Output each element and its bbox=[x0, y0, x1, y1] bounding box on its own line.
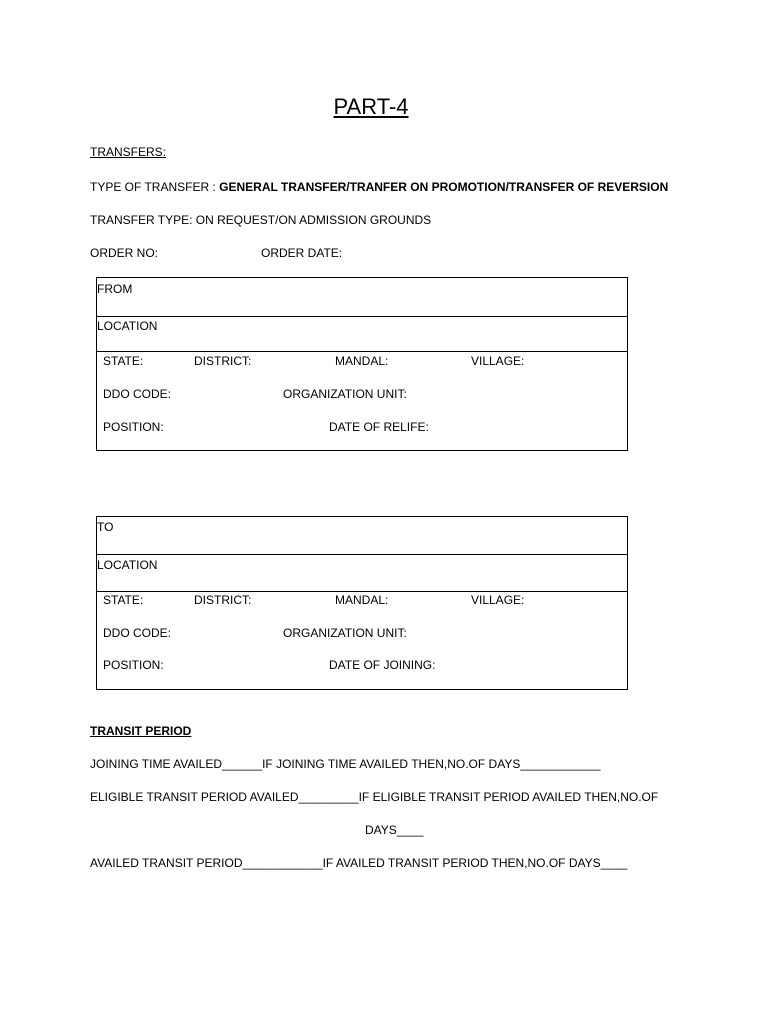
to-state-label: STATE: bbox=[103, 593, 144, 607]
transfer-type-line: TRANSFER TYPE: ON REQUEST/ON ADMISSION GROUNDS bbox=[90, 213, 432, 227]
to-location-row bbox=[97, 554, 627, 592]
eligible-transit-days-line: DAYS____ bbox=[365, 823, 424, 837]
to-date-of-joining-label: DATE OF JOINING: bbox=[329, 658, 436, 672]
order-date-label: ORDER DATE: bbox=[261, 246, 343, 260]
to-ddo-code-label: DDO CODE: bbox=[103, 626, 172, 640]
to-location-label: LOCATION bbox=[97, 558, 158, 572]
availed-transit-line: AVAILED TRANSIT PERIOD____________IF AVAILED TRANSIT PERIOD THEN,NO.OF DAYS____ bbox=[90, 856, 628, 870]
from-state-label: STATE: bbox=[103, 354, 144, 368]
eligible-transit-line: ELIGIBLE TRANSIT PERIOD AVAILED_________IF ELIGIBLE TRANSIT PERIOD AVAILED THEN,NO.OF bbox=[90, 790, 659, 804]
from-mandal-label: MANDAL: bbox=[335, 354, 389, 368]
type-of-transfer-line bbox=[90, 180, 668, 194]
to-district-label: DISTRICT: bbox=[194, 593, 252, 607]
to-box bbox=[96, 516, 628, 690]
to-header: TO bbox=[97, 520, 114, 534]
from-position-label: POSITION: bbox=[103, 420, 164, 434]
from-box bbox=[96, 277, 628, 451]
from-header-row bbox=[97, 278, 627, 317]
from-ddo-code-label: DDO CODE: bbox=[103, 387, 172, 401]
from-org-unit-label: ORGANIZATION UNIT: bbox=[283, 387, 407, 401]
joining-time-line: JOINING TIME AVAILED______IF JOINING TIME AVAILED THEN,NO.OF DAYS____________ bbox=[90, 757, 601, 771]
order-no-label: ORDER NO: bbox=[90, 246, 159, 260]
from-date-of-relief-label: DATE OF RELIFE: bbox=[329, 420, 429, 434]
from-location-row bbox=[97, 316, 627, 352]
from-district-label: DISTRICT: bbox=[194, 354, 252, 368]
to-position-label: POSITION: bbox=[103, 658, 164, 672]
to-village-label: VILLAGE: bbox=[471, 593, 525, 607]
from-location-label: LOCATION bbox=[97, 319, 158, 333]
transit-heading: TRANSIT PERIOD bbox=[90, 724, 192, 738]
type-of-transfer-label: TYPE OF TRANSFER : bbox=[90, 180, 216, 194]
to-org-unit-label: ORGANIZATION UNIT: bbox=[283, 626, 407, 640]
from-village-label: VILLAGE: bbox=[471, 354, 525, 368]
transfers-heading: TRANSFERS: bbox=[90, 145, 167, 159]
page-title: PART-4 bbox=[333, 94, 409, 119]
type-of-transfer-value: GENERAL TRANSFER/TRANFER ON PROMOTION/TRANSFER OF REVERSION bbox=[219, 180, 669, 194]
to-mandal-label: MANDAL: bbox=[335, 593, 389, 607]
to-header-row bbox=[97, 517, 627, 555]
from-header: FROM bbox=[97, 282, 133, 296]
